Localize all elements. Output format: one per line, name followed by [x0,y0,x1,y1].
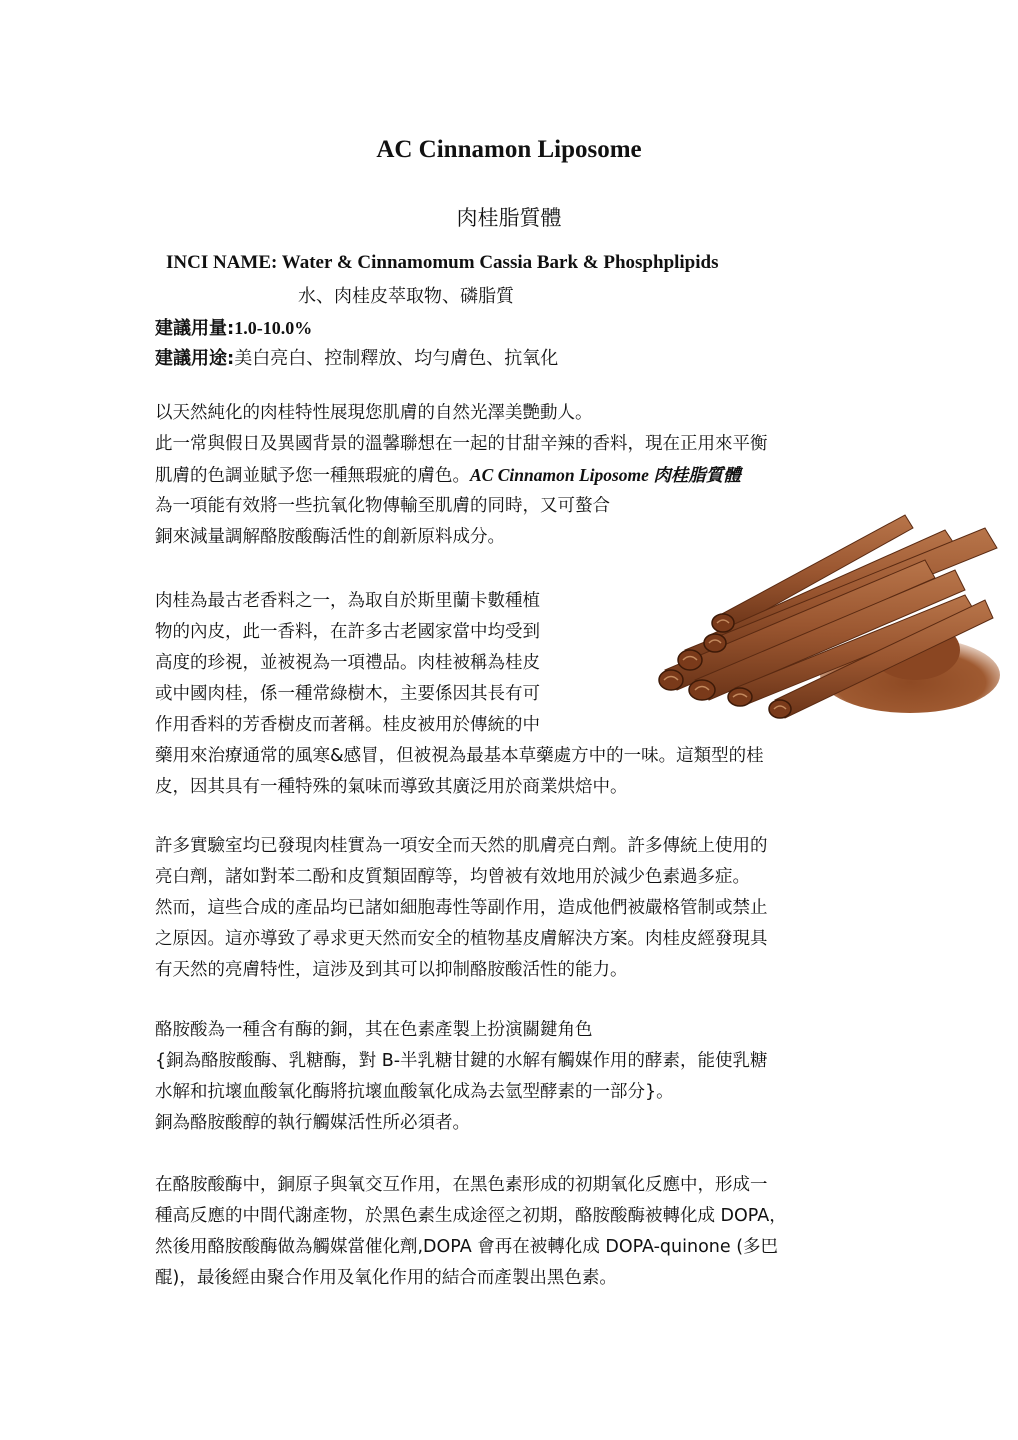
paragraph-line: 水解和抗壞血酸氧化酶將抗壞血酸氧化成為去氫型酵素的一部分}。 [155,1082,674,1102]
paragraph-line: 肉桂為最古老香料之一，為取自於斯里蘭卡數種植 [155,591,540,611]
document-title: AC Cinnamon Liposome [376,136,642,163]
paragraph-line: 藥用來治療通常的風寒&感冒，但被視為最基本草藥處方中的一味。這類型的桂 [155,746,764,766]
intro-line [155,467,741,486]
paragraph-line: 之原因。這亦導致了尋求更天然而安全的植物基皮膚解決方案。肉桂皮經發現具 [155,929,768,949]
paragraph-line: 高度的珍視，並被視為一項禮品。肉桂被稱為桂皮 [155,653,540,673]
dosage-label: 建議用量: [155,318,235,339]
paragraph-line: 種高反應的中間代謝產物，於黑色素生成途徑之初期，酪胺酸酶被轉化成 DOPA， [155,1206,787,1226]
intro-text: 肌膚的色調並賦予您一種無瑕疵的膚色。 [155,466,470,486]
suggested-dosage [155,314,312,340]
paragraph-line: 或中國肉桂，係一種常綠樹木，主要係因其長有可 [155,684,540,704]
paragraph-line: 亮白劑，諸如對苯二酚和皮質類固醇等，均曾被有效地用於減少色素過多症。 [155,867,750,887]
product-name-zh: 肉桂脂質體 [653,466,741,486]
paragraph-line: 銅為酪胺酸醇的執行觸媒活性所必須者。 [155,1113,470,1133]
usage-label: 建議用途: [155,348,235,369]
paragraph-line: 物的內皮，此一香料，在許多古老國家當中均受到 [155,622,540,642]
intro-line: 銅來減量調解酪胺酸酶活性的創新原料成分。 [155,527,505,547]
cinnamon-sticks-and-powder-image [625,500,1000,740]
dosage-value: 1.0-10.0% [234,318,313,338]
paragraph-line: 然後用酪胺酸酶做為觸媒當催化劑,DOPA 會再在被轉化成 DOPA-quinone (多巴 [155,1237,779,1257]
paragraph-line: {銅為酪胺酸酶、乳糖酶，對 B-半乳糖甘鍵的水解有觸媒作用的酵素，能使乳糖 [155,1051,768,1071]
paragraph-line: 許多實驗室均已發現肉桂實為一項安全而天然的肌膚亮白劑。許多傳統上使用的 [155,836,768,856]
usage-value: 美白亮白、控制釋放、均勻膚色、抗氧化 [234,348,559,369]
document-subtitle: 肉桂脂質體 [456,206,562,230]
inci-name: INCI NAME: Water & Cinnamomum Cassia Bark & Phosphplipids [166,252,719,273]
paragraph-line: 然而，這些合成的產品均已諸如細胞毒性等副作用，造成他們被嚴格管制或禁止 [155,898,768,918]
paragraph-line: 在酪胺酸酶中，銅原子與氧交互作用，在黑色素形成的初期氧化反應中，形成一 [155,1175,768,1195]
intro-line: 此一常與假日及異國背景的溫馨聯想在一起的甘甜辛辣的香料，現在正用來平衡 [155,434,768,454]
paragraph-line: 作用香料的芳香樹皮而著稱。桂皮被用於傳統的中 [155,715,540,735]
paragraph-line: 醌)，最後經由聚合作用及氧化作用的結合而產製出黑色素。 [155,1268,617,1288]
intro-line: 以天然純化的肉桂特性展現您肌膚的自然光澤美艷動人。 [155,403,593,423]
paragraph-line: 皮，因其具有一種特殊的氣味而導致其廣泛用於商業烘焙中。 [155,777,628,797]
intro-line: 為一項能有效將一些抗氧化物傳輸至肌膚的同時，又可螯合 [155,496,610,516]
paragraph-line: 酪胺酸為一種含有酶的銅，其在色素產製上扮演關鍵角色 [155,1020,593,1040]
product-name: AC Cinnamon Liposome [470,465,654,485]
suggested-usage [155,344,558,370]
cinnamon-icon [625,500,1000,740]
paragraph-line: 有天然的亮膚特性，這涉及到其可以抑制酪胺酸活性的能力。 [155,960,628,980]
inci-name-zh: 水、肉桂皮萃取物、磷脂質 [298,286,514,307]
